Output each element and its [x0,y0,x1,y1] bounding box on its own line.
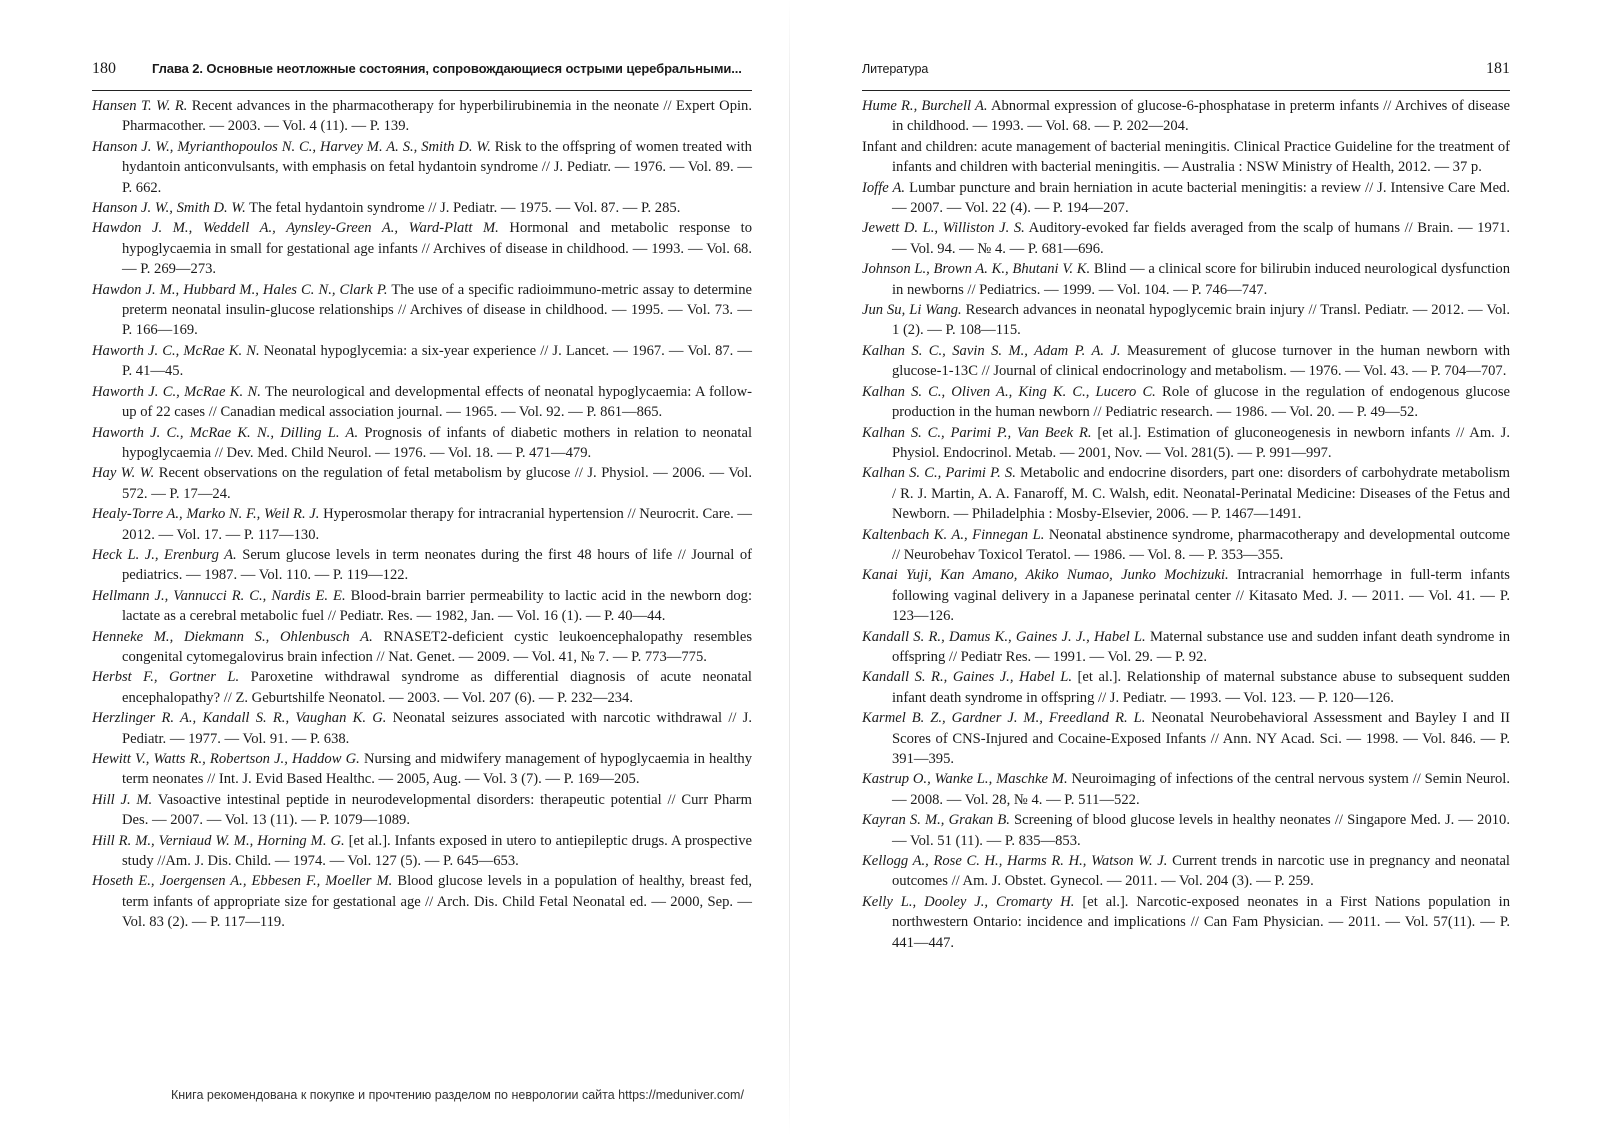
reference-authors: Hanson J. W., Smith D. W. [92,200,246,217]
left-page [92,0,752,1136]
reference-text: [et al.]. Relationship of maternal substance abuse to subsequent sudden infant death syndrome in offspring // J. Pediatr. — 1993. — Vol. 123. — P. 120—126. [892,669,1510,706]
reference-authors: Hill J. M. [92,791,153,808]
reference-entry [92,218,752,279]
reference-authors: Hay W. W. [92,465,155,482]
reference-text: Research advances in neonatal hypoglycemic brain injury // Transl. Pediatr. — 2012. — Vol. 1 (2). — P. 108—115. [892,302,1510,339]
reference-entry [862,300,1510,341]
reference-authors: Kastrup O., Wanke L., Maschke M. [862,771,1068,788]
reference-authors: Ioffe A. [862,179,906,196]
reference-text: Role of glucose in the regulation of endogenous glucose production in the human newborn // Pediatric research. — 1986. — Vol. 20. — P. 49—52. [892,383,1510,421]
reference-authors: Hewitt V., Watts R., Robertson J., Haddow G. [92,751,360,767]
reference-entry [92,871,752,932]
reference-entry [92,545,752,586]
reference-entry [862,708,1510,769]
reference-text: Neonatal hypoglycemia: a six-year experience // J. Lancet. — 1967. — Vol. 87. — P. 41—45. [122,342,752,380]
reference-entry [862,382,1510,423]
reference-authors: Hellmann J., Vannucci R. C., Nardis E. E. [92,587,346,604]
right-page [862,0,1510,1136]
reference-entry [92,790,752,831]
reference-text: Blind — a clinical score for bilirubin induced neurological dysfunction in newborns // Pediatrics. — 1999. — Vol. 104. — P. 746—747. [892,261,1510,298]
reference-text: Serum glucose levels in term neonates during the first 48 hours of life // Journal of pediatrics. — 1987. — Vol. 110. — P. 119—122. [122,546,752,584]
reference-text: Measurement of glucose turnover in the human newborn with glucose-1-13C // Journal of clinical endocrinology and metabolism. — 1976. — Vol. 43. — P. 704—707. [892,342,1510,380]
reference-authors: Hawdon J. M., Hubbard M., Hales C. N., Clark P. [92,281,388,298]
reference-entry [862,810,1510,851]
reference-entry [92,667,752,708]
running-title: Литература [862,62,929,76]
reference-text: Neonatal seizures associated with narcotic withdrawal // J. Pediatr. — 1977. — Vol. 91. — P. 638. [122,710,752,747]
reference-authors: Kayran S. M., Grakan B. [862,812,1010,829]
reference-authors: Johnson L., Brown A. K., Bhutani V. K. [862,261,1091,278]
reference-entry [92,96,752,137]
reference-authors: Kalhan S. C., Oliven A., King K. C., Lucero C. [862,383,1156,400]
reference-authors: Kanai Yuji, Kan Amano, Akiko Numao, Junko Mochizuki. [862,567,1229,584]
reference-authors: Jewett D. L., Williston J. S. [862,220,1025,237]
reference-authors: Henneke M., Diekmann S., Ohlenbusch A. [92,628,373,645]
reference-authors: Hanson J. W., Myrianthopoulos N. C., Harvey M. A. S., Smith D. W. [92,138,491,155]
reference-entry [862,218,1510,259]
reference-authors: Haworth J. C., McRae K. N. [92,383,261,400]
reference-text: Screening of blood glucose levels in healthy neonates // Singapore Med. J. — 2010. — Vol. 51 (11). — P. 835—853. [892,812,1510,849]
reference-entry [92,382,752,423]
reference-entry [862,96,1510,137]
reference-authors: Kandall S. R., Gaines J., Habel L. [862,669,1072,686]
reference-authors: Haworth J. C., McRae K. N., Dilling L. A. [92,424,359,441]
reference-entry [92,341,752,382]
reference-text: Blood glucose levels in a population of healthy, breast fed, term infants of appropriate size for gestational age // Arch. Dis. Child Fetal Neonatal ed. — 2000, Sep. — Vol. 83 (2). — P. 117—119. [122,873,752,931]
reference-text: Hyperosmolar therapy for intracranial hypertension // Neurocrit. Care. — 2012. — Vol. 17. — P. 117—130. [122,506,752,543]
reference-text: Abnormal expression of glucose-6-phosphatase in preterm infants // Archives of disease in childhood. — 1993. — Vol. 68. — P. 202—204. [892,98,1510,135]
reference-authors: Hoseth E., Joergensen A., Ebbesen F., Moeller M. [92,873,393,890]
reference-text: [et al.]. Infants exposed in utero to antiepileptic drugs. A prospective study //Am. J. Dis. Child. — 1974. — Vol. 127 (5). — P. 645—653. [122,832,752,870]
running-header [92,60,752,91]
reference-authors: Kellogg A., Rose C. H., Harms R. H., Watson W. J. [862,853,1168,870]
reference-entry [862,769,1510,810]
reference-text: RNASET2-deficient cystic leukoencephalopathy resembles congenital cytomegalovirus brain infection // Nat. Genet. — 2009. — Vol. 41, № 7. — P. 773—775. [122,628,753,665]
reference-entry [862,259,1510,300]
reference-authors: Karmel B. Z., Gardner J. M., Freedland R. L. [862,710,1146,727]
reference-text: Hormonal and metabolic response to hypoglycaemia in small for gestational age infants // Archives of disease in childhood. — 1993. — Vol. 68. — P. 269—273. [122,220,753,278]
reference-text: Neonatal Neurobehavioral Assessment and Bayley I and II Scores of CNS-Injured and Cocaine-Exposed Infants // Ann. NY Acad. Sci. — 1998. — Vol. 846. — P. 391—395. [892,710,1511,767]
reference-entry [862,892,1510,953]
footer-note: Книга рекомендована к покупке и прочтению разделом по неврологии сайта https://meduniver.com/ [171,1088,744,1102]
reference-authors: Haworth J. C., McRae K. N. [92,342,260,359]
reference-entry [92,749,752,790]
reference-entry [92,137,752,198]
reference-authors: Hume R., Burchell A. [862,98,988,114]
page-number: 181 [1486,60,1510,77]
reference-text: The fetal hydantoin syndrome // J. Pediatr. — 1975. — Vol. 87. — P. 285. [245,200,681,217]
reference-authors: Herzlinger R. A., Kandall S. R., Vaughan K. G. [92,710,387,727]
reference-text: Recent advances in the pharmacotherapy for hyperbilirubinemia in the neonate // Expert Opin. Pharmacother. — 2003. — Vol. 4 (11). — P. 139. [122,98,752,135]
reference-text: Prognosis of infants of diabetic mothers in relation to neonatal hypoglycaemia // Dev. Med. Child Neurol. — 1976. — Vol. 18. — P. 471—479. [122,424,752,461]
reference-authors: Heck L. J., Erenburg A. [92,546,237,563]
reference-entry [92,627,752,668]
page-number: 180 [92,60,116,77]
reference-entry [862,627,1510,668]
reference-text: [et al.]. Estimation of gluconeogenesis in newborn infants // Am. J. Physiol. Endocrinol. Metab. — 2001, Nov. — Vol. 281(5). — P. 991—997. [892,424,1510,461]
reference-list [92,96,752,933]
reference-text: The neurological and developmental effects of neonatal hypoglycaemia: A follow-up of 22 cases // Canadian medical association journal. — 1965. — Vol. 92. — P. 861—865. [122,383,752,421]
reference-authors: Kaltenbach K. A., Finnegan L. [862,526,1045,543]
reference-authors: Kalhan S. C., Parimi P., Van Beek R. [862,424,1092,441]
running-header [862,60,1510,91]
reference-authors: Jun Su, Li Wang. [862,302,962,319]
reference-authors: Hill R. M., Verniaud W. M., Horning M. G. [92,832,345,849]
reference-text: Lumbar puncture and brain herniation in acute bacterial meningitis: a review // J. Intensive Care Med. — 2007. — Vol. 22 (4). — P. 194—207. [892,179,1510,217]
reference-authors: Healy-Torre A., Marko N. F., Weil R. J. [92,506,320,523]
reference-text: Neonatal abstinence syndrome, pharmacotherapy and developmental outcome // Neurobehav Toxicol Teratol. — 1986. — Vol. 8. — P. 353—355. [892,526,1510,563]
reference-entry [862,178,1510,219]
reference-authors: Kalhan S. C., Savin S. M., Adam P. A. J. [862,342,1121,359]
reference-text: Blood-brain barrier permeability to lactic acid in the newborn dog: lactate as a cerebral metabolic fuel // Pediatr. Res. — 1982, Jan. — Vol. 16 (1). — P. 40—44. [122,587,753,625]
reference-entry [862,851,1510,892]
reference-text: Auditory-evoked far fields averaged from the scalp of humans // Brain. — 1971. — Vol. 94. — № 4. — P. 681—696. [892,220,1510,257]
reference-text: Risk to the offspring of women treated with hydantoin anticonvulsants, with emphasis on fetal hydantoin syndrome // J. Pediatr. — 1976. — Vol. 89. — P. 662. [122,138,752,196]
reference-authors: Hansen T. W. R. [92,98,188,114]
reference-entry [862,341,1510,382]
reference-text: Nursing and midwifery management of hypoglycaemia in healthy term neonates // Int. J. Evid Based Healthc. — 2005, Aug. — Vol. 3 (7). — P. 169—205. [122,751,753,788]
reference-authors: Herbst F., Gortner L. [92,669,240,686]
reference-entry [92,831,752,872]
reference-text: [et al.]. Narcotic-exposed neonates in a First Nations population in northwestern Ontario: incidence and implications // Can Fam Physician. — 2011. — Vol. 57(11). — P. 441—447. [892,893,1510,951]
reference-entry [92,504,752,545]
reference-entry [862,463,1510,524]
reference-text: Paroxetine withdrawal syndrome as differential diagnosis of acute neonatal encephalopathy? // Z. Geburtshilfe Neonatol. — 2003. — Vol. 207 (6). — P. 232—234. [122,669,752,706]
reference-entry [862,565,1510,626]
running-title: Глава 2. Основные неотложные состояния, сопровождающиеся острыми церебральными... [152,61,742,76]
reference-entry [862,667,1510,708]
reference-entry [92,708,752,749]
reference-entry [92,198,752,218]
reference-authors: Hawdon J. M., Weddell A., Aynsley-Green A., Ward-Platt M. [92,220,499,237]
reference-authors: Kalhan S. C., Parimi P. S. [862,465,1016,482]
page-gutter [789,0,790,1136]
reference-entry [92,423,752,464]
reference-entry [92,463,752,504]
reference-text: Intracranial hemorrhage in full-term infants following vaginal delivery in a Japanese perinatal center // Kitasato Med. J. — 2011. — Vol. 41. — P. 123—126. [892,567,1510,625]
reference-text: Current trends in narcotic use in pregnancy and neonatal outcomes // Am. J. Obstet. Gynecol. — 2011. — Vol. 204 (3). — P. 259. [892,853,1510,890]
reference-text: Metabolic and endocrine disorders, part one: disorders of carbohydrate metabolism / R. J. Martin, A. A. Fanaroff, M. C. Walsh, edit. Neonatal-Perinatal Medicine: Diseases of the Fetus and Newborn. — Philadelphia : Mosby-Elsevier, 2006. — P. 1467—1491. [892,465,1510,523]
reference-entry [862,423,1510,464]
reference-list [862,96,1510,953]
reference-text: Infant and children: acute management of bacterial meningitis. Clinical Practice Guideline for the treatment of infants and children with bacterial meningitis. — Australia : NSW Ministry of Health, 2012. — 37 p. [862,138,1510,176]
reference-text: Recent observations on the regulation of fetal metabolism by glucose // J. Physiol. — 2006. — Vol. 572. — P. 17—24. [122,465,752,502]
reference-authors: Kelly L., Dooley J., Cromarty H. [862,893,1075,910]
reference-authors: Kandall S. R., Damus K., Gaines J. J., Habel L. [862,628,1146,645]
reference-text: The use of a specific radioimmuno-metric assay to determine preterm neonatal insulin-glucose relationships // Archives of disease in childhood. — 1995. — Vol. 73. — P. 166—169. [122,281,752,339]
reference-entry [862,525,1510,566]
reference-entry [92,280,752,341]
reference-entry [92,586,752,627]
reference-entry [862,137,1510,178]
reference-text: Vasoactive intestinal peptide in neurodevelopmental disorders: therapeutic potential // Curr Pharm Des. — 2007. — Vol. 13 (11). — P. 1079—1089. [122,791,752,829]
reference-text: Neuroimaging of infections of the central nervous system // Semin Neurol. — 2008. — Vol. 28, № 4. — P. 511—522. [892,771,1510,808]
reference-text: Maternal substance use and sudden infant death syndrome in offspring // Pediatr Res. — 1991. — Vol. 29. — P. 92. [892,628,1510,665]
